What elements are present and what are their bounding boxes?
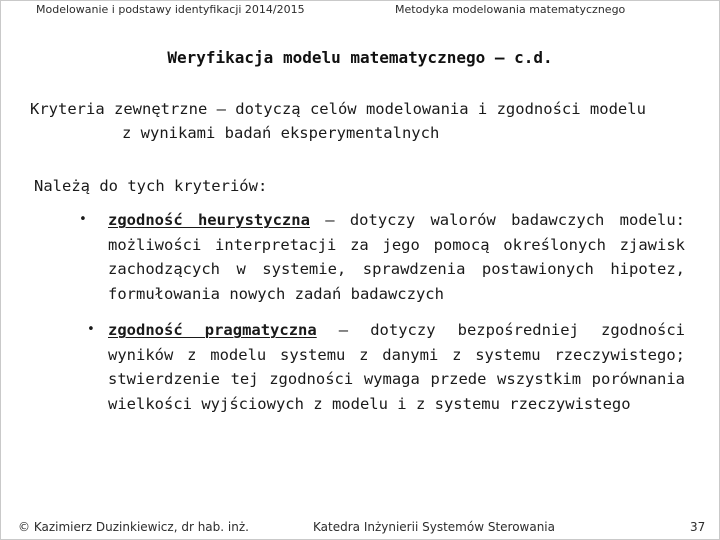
slide-title: Weryfikacja modelu matematycznego – c.d. [167,48,553,67]
criterion-item [87,318,685,416]
header-course-title: Modelowanie i podstawy identyfikacji 2014/2015 [36,3,305,16]
page-number: 37 [690,520,706,534]
footer-department: Katedra Inżynierii Systemów Sterowania [313,520,555,534]
lead-line-2: z wynikami badań eksperymentalnych [122,124,440,142]
criterion-description: – dotyczy bezpośredniej zgodności wyników z modelu systemu z danymi z systemu rzeczywistego; stwierdzenie tej zgodności wymaga przede wszystkim porównania wielkości wyjściowych z modelu i z systemu rzeczywistego [108,321,685,413]
criteria-intro: Należą do tych kryteriów: [34,177,268,195]
bullet-icon: • [79,212,87,227]
lead-paragraph [30,97,700,145]
bullet-icon: • [87,322,95,337]
criterion-item [79,208,686,306]
criterion-term: zgodność heurystyczna [108,211,310,229]
lead-line-1: Kryteria zewnętrzne – dotyczą celów modelowania i zgodności modelu [30,100,646,118]
criterion-description: – dotyczy walorów badawczych modelu: możliwości interpretacji za jego pomocą określonych zjawisk zachodzących w systemie, sprawdzenia postawionych hipotez, formułowania nowych zadań badawczych [108,211,686,303]
footer-author: © Kazimierz Duzinkiewicz, dr hab. inż. [18,520,249,534]
header-section-title: Metodyka modelowania matematycznego [395,3,626,16]
criterion-term: zgodność pragmatyczna [108,321,317,339]
